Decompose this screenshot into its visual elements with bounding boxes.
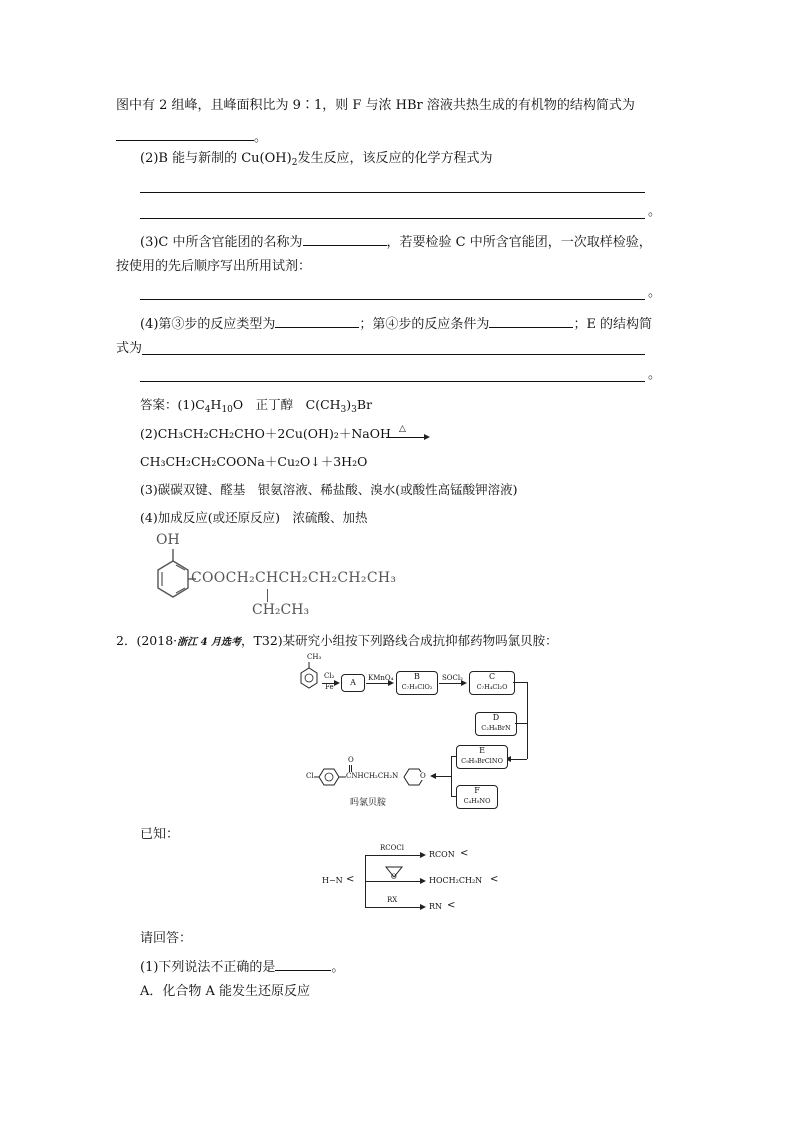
compound-e: E [479, 746, 485, 755]
period: 。 [648, 367, 662, 382]
ethanolamine-branch-icon: < [490, 874, 499, 885]
answer-4: (4)加成反应(或还原反应) 浓硫酸、加热 [140, 510, 368, 525]
reagent-socl2: SOCl₂ [442, 674, 463, 682]
q3-line2: 按使用的先后顺序写出所用试剂： [116, 259, 312, 274]
box-f [456, 785, 498, 809]
amine-branch-icon: < [346, 874, 355, 885]
problem-2-title [116, 632, 558, 652]
compound-b: B [414, 672, 420, 681]
formula-e: C₉H₉BrClNO [461, 757, 503, 765]
box-b [396, 671, 438, 695]
arrow-head [461, 680, 467, 686]
q4-answer-line-1 [142, 354, 645, 355]
period: 。 [331, 960, 345, 975]
q2-text [140, 150, 492, 172]
formula-f: C₄H₉NO [463, 797, 491, 805]
a1-text: Br [356, 397, 373, 412]
connector [515, 723, 527, 724]
methyl-label: CH₃ [307, 653, 322, 661]
q1-text: 图中有 2 组峰，且峰面积比为 9∶1，则 F 与浓 HBr 溶液共热生成的有机物的结构简式为 [116, 98, 635, 113]
answer-blank [275, 313, 359, 328]
q3-middle: ，若要检验 C 中所含官能团，一次取样检验， [386, 235, 652, 250]
answer-3: (3)碳碳双键、醛基 银氨溶液、稀盐酸、溴水(或酸性高锰酸钾溶液) [140, 482, 518, 497]
answer-2-line1 [140, 425, 391, 443]
problem-text: ，T32)某研究小组按下列路线合成抗抑郁药物吗氯贝胺： [241, 633, 558, 648]
double-bond [349, 765, 350, 772]
connector [451, 756, 452, 796]
reagent-rcocl: RCOCl [380, 844, 404, 852]
arrow-head [334, 680, 340, 686]
answer-1 [140, 396, 372, 419]
compound-c: C [488, 672, 496, 681]
sub: 4 [204, 405, 211, 415]
compound-d: D [492, 713, 500, 722]
q2-answer-line-1 [140, 192, 645, 193]
sub-question-1 [140, 956, 344, 977]
problem-source: 浙江 4 月选考 [177, 637, 242, 648]
period: 。 [648, 204, 662, 219]
arrow-head [420, 904, 426, 910]
q3-prefix: (3)C 中所含官能团的名称为 [140, 235, 303, 250]
q2-sub: 2 [291, 158, 298, 168]
answer-blank [489, 313, 573, 328]
rn-branch-icon: < [447, 900, 456, 911]
q4-suffix: ；E 的结构简 [573, 317, 653, 332]
arrow-head [420, 878, 426, 884]
reagent-cl2: Cl₂ [324, 672, 335, 680]
epoxide-o: O [391, 873, 397, 881]
a1-text: H [210, 397, 222, 412]
amide-branch-icon: < [460, 848, 469, 859]
option-a: A．化合物 A 能发生还原反应 [140, 984, 311, 999]
reagent-kmno4: KMnO₄ [368, 674, 394, 682]
arrow-head [430, 773, 436, 779]
formula-d: C₂H₆BrN [481, 724, 511, 732]
q4-line2: 式为 [116, 341, 143, 356]
q4-prefix: (4)第③步的反应类型为 [140, 317, 276, 332]
connector [451, 756, 456, 757]
known-label: 已知： [140, 827, 180, 842]
a1-text: O 正丁醇 C(CH [232, 397, 341, 412]
toluene-ring [296, 655, 326, 695]
q4-answer-line-2 [140, 381, 645, 382]
product-amide: RCON [429, 850, 455, 859]
connector [513, 682, 527, 683]
a1-text: ) [346, 397, 352, 412]
carbonyl-o: O [348, 756, 354, 764]
problem-number: 2．(2018· [116, 633, 178, 648]
answer-blank [303, 231, 387, 246]
synthesis-scheme [296, 655, 536, 810]
known-reactions [322, 846, 512, 916]
sub: 10 [221, 405, 233, 415]
q4-text [140, 313, 652, 334]
formula-c: C₇H₄Cl₂O [476, 683, 508, 691]
arrow-head [420, 852, 426, 858]
oh-group: OH [156, 532, 180, 548]
q1-blank-line [116, 126, 267, 147]
sub: 3 [351, 405, 357, 415]
arrow [365, 855, 421, 856]
compound-a: A [350, 678, 356, 687]
q4-middle: ；第④步的反应条件为 [359, 317, 490, 332]
answer-blank [116, 126, 254, 141]
period: 。 [254, 130, 268, 145]
arrow [365, 907, 421, 908]
arrow-head [388, 680, 394, 686]
ester-chain: COOCH₂CHCH₂CH₂CH₂CH₃ [191, 570, 397, 586]
please-answer: 请回答： [140, 931, 193, 946]
amine-reactant: H−N [322, 876, 343, 885]
product-name: 吗氯贝胺 [350, 798, 387, 808]
q2-prefix: (2)B 能与新制的 Cu(OH) [140, 151, 292, 166]
period: 。 [648, 285, 662, 300]
box-a [341, 674, 365, 692]
q2-suffix: 发生反应，该反应的化学方程式为 [297, 151, 493, 166]
q3-text [140, 231, 652, 252]
a1-text: (1)C [177, 397, 205, 412]
delta-symbol: △ [399, 424, 406, 434]
reagent-rx: RX [387, 896, 398, 904]
compound-f: F [474, 786, 480, 795]
arrow [439, 683, 463, 684]
answer-blank [275, 956, 331, 971]
box-c [469, 671, 515, 695]
sub: 3 [340, 405, 347, 415]
product-tertiary-amine: RN [429, 902, 443, 911]
q2-answer-line-2 [140, 218, 645, 219]
branch-bond [267, 589, 268, 602]
heat-arrow [386, 424, 432, 442]
answer-structure [140, 532, 400, 622]
answer-label: 答案： [140, 397, 178, 412]
amide-chain: CNHCH₂CH₂N [346, 772, 399, 780]
ethyl-branch: CH₂CH₃ [252, 602, 310, 618]
equation-left: (2)CH₃CH₂CH₂CHO＋2Cu(OH)₂＋NaOH [140, 426, 391, 441]
answer-2-line2: CH₃CH₂CH₂COONa＋Cu₂O↓＋3H₂O [140, 454, 368, 469]
sub1-text: (1)下列说法不正确的是 [140, 960, 276, 975]
q3-answer-line [140, 299, 645, 300]
product-ethanolamine: HOCH₂CH₂N [429, 876, 483, 885]
morpholine-o: O [420, 772, 426, 780]
arrow [366, 683, 390, 684]
chloro-label: Cl [306, 772, 314, 780]
double-bond [351, 765, 352, 772]
connector [451, 796, 456, 797]
box-d [475, 712, 517, 736]
reagent-fe: Fe [325, 683, 334, 691]
formula-b: C₇H₅ClO₂ [401, 683, 433, 691]
box-e [456, 745, 508, 769]
connector [527, 682, 528, 759]
